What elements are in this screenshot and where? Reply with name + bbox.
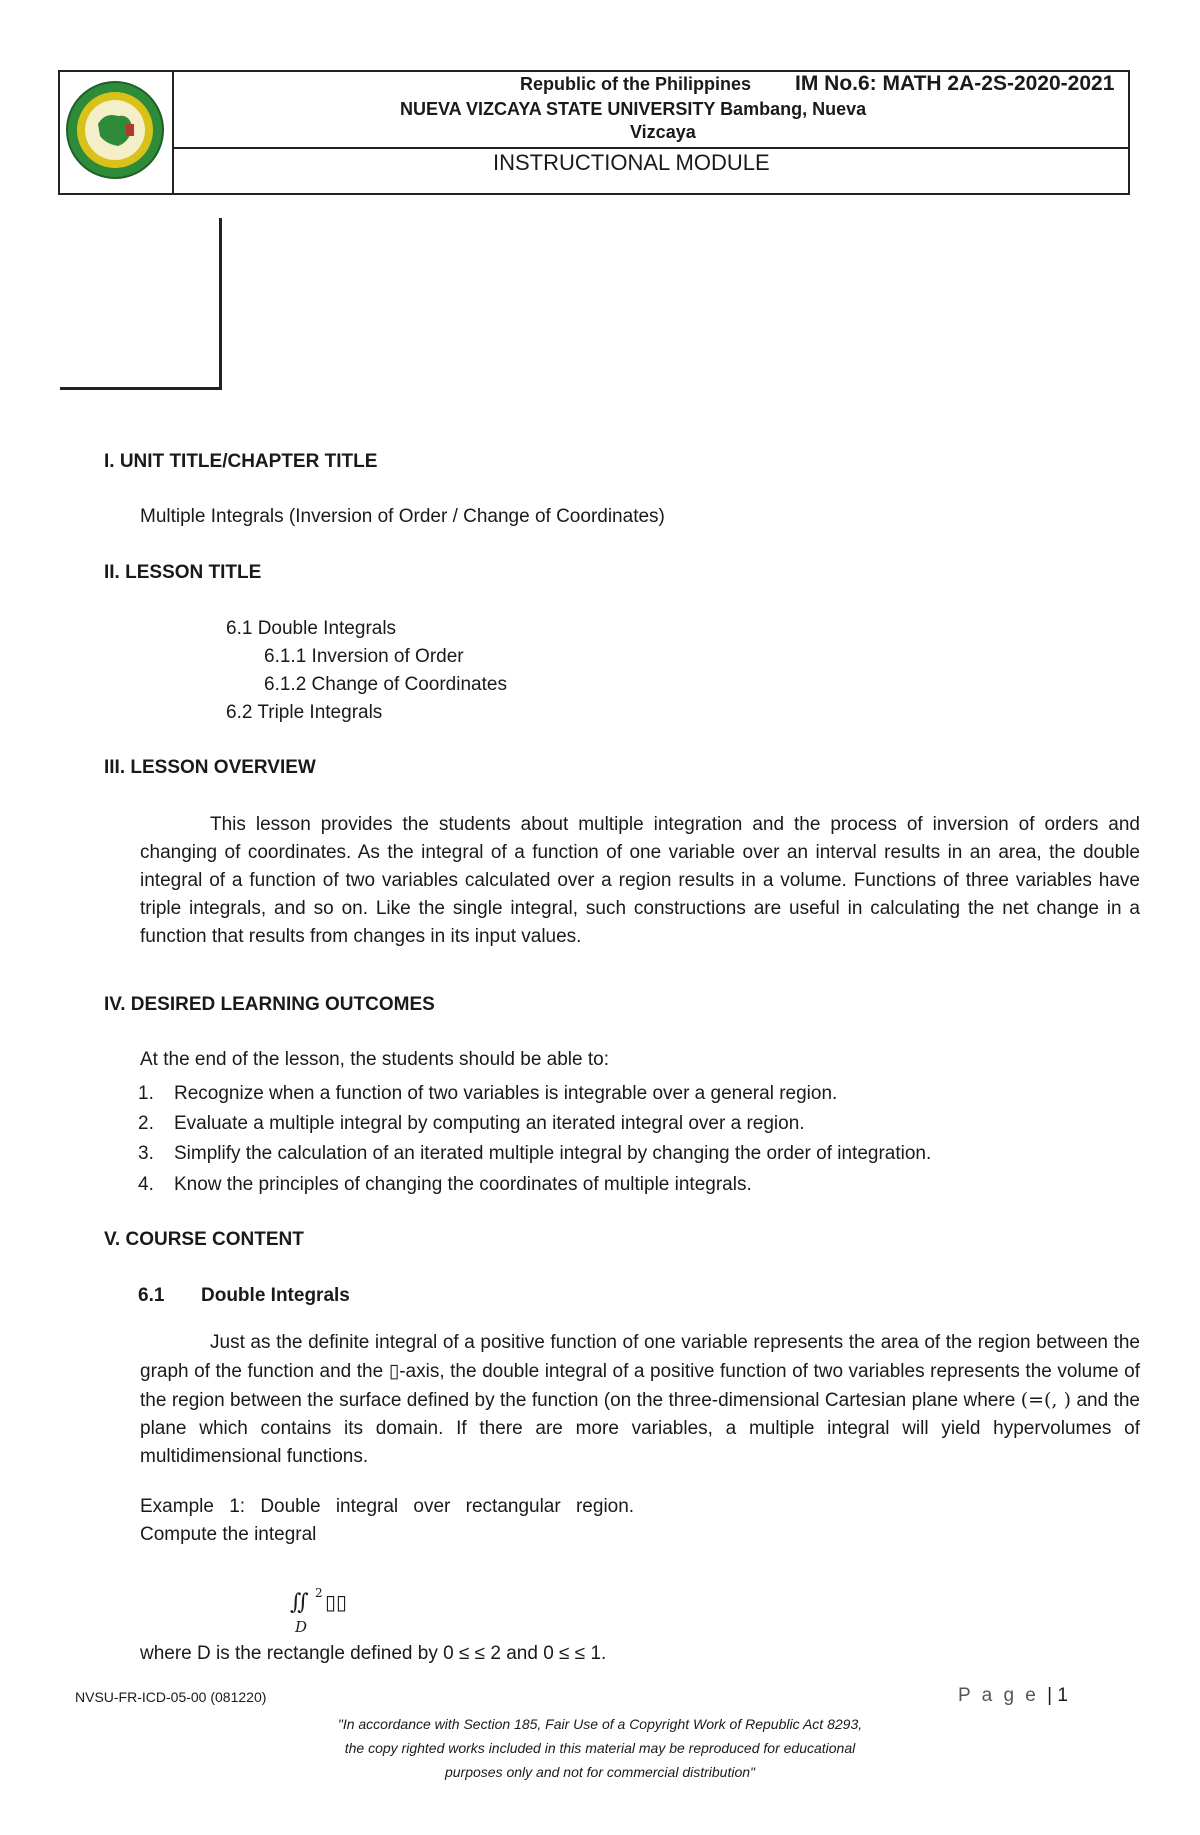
page-number: | 1: [1047, 1685, 1068, 1706]
outcome-item: Recognize when a function of two variables is integrable over a general region.: [174, 1083, 838, 1104]
lesson-item: 6.1.2 Change of Coordinates: [264, 674, 507, 695]
list-number: 2.: [138, 1113, 154, 1134]
double-integral-paragraph: [140, 1329, 1140, 1471]
double-integral-symbol: ∬: [290, 1590, 309, 1615]
outcome-item: Simplify the calculation of an iterated multiple integral by changing the order of integration.: [174, 1143, 932, 1164]
compute-line: Compute the integral: [140, 1524, 317, 1545]
integral-exponent: 2: [315, 1586, 323, 1600]
copyright-note: [250, 1712, 950, 1784]
outcome-item: Know the principles of changing the coordinates of multiple integrals.: [174, 1174, 752, 1195]
integral-domain: 𝐷: [295, 1618, 308, 1636]
republic-text: Republic of the Philippines: [520, 74, 752, 94]
paragraph-part: -axis, the double integral of a positive function of two variables represents the volume of the region between the surface defined by the function (on the three-dimensional Cartesian plane where: [140, 1361, 1141, 1411]
subsection-number: 6.1: [138, 1285, 165, 1306]
im-number: IM No.6: MATH 2A-2S-2020-2021: [795, 72, 1115, 95]
list-number: 3.: [138, 1143, 154, 1164]
integrand-placeholder: ▯▯: [325, 1590, 348, 1614]
variable-placeholder: ▯: [388, 1360, 400, 1382]
outcome-item: Evaluate a multiple integral by computing an iterated integral over a region.: [174, 1113, 805, 1134]
page-label: P a g e: [958, 1685, 1039, 1706]
university-name-cont: Vizcaya: [630, 122, 696, 142]
section-2-title: II. LESSON TITLE: [104, 562, 262, 583]
list-number: 1.: [138, 1083, 154, 1104]
header-divider: [174, 147, 1130, 149]
where-line: where D is the rectangle defined by 0 ≤ ≤ 2 and 0 ≤ ≤ 1.: [140, 1643, 607, 1664]
subsection-title: Double Integrals: [201, 1285, 350, 1306]
university-logo-icon: [60, 72, 170, 189]
list-number: 4.: [138, 1174, 154, 1195]
copyright-line: purposes only and not for commercial distribution": [444, 1764, 755, 1780]
university-name: NUEVA VIZCAYA STATE UNIVERSITY Bambang, Nueva: [400, 99, 867, 119]
example-line: Example 1: Double integral over rectangular region.: [140, 1496, 635, 1517]
corner-bracket: [60, 218, 222, 390]
section-4-title: IV. DESIRED LEARNING OUTCOMES: [104, 994, 435, 1015]
lesson-item: 6.2 Triple Integrals: [226, 702, 383, 723]
lesson-item: 6.1.1 Inversion of Order: [264, 646, 464, 667]
section-5-title: V. COURSE CONTENT: [104, 1229, 304, 1250]
outcomes-intro: At the end of the lesson, the students should be able to:: [140, 1049, 609, 1070]
paragraph-part: and the plane which contains its domain. If there are more variables, a multiple integral will yield hypervolumes of multidimensional functions.: [140, 1390, 1140, 1467]
copyright-line: "In accordance with Section 185, Fair Use of a Copyright Work of Republic Act 8293,: [337, 1716, 863, 1732]
equation-placeholder: (=(, ): [1020, 1389, 1072, 1411]
logo-cell: [60, 72, 174, 193]
section-1-title: I. UNIT TITLE/CHAPTER TITLE: [104, 451, 378, 472]
copyright-line: the copy righted works included in this material may be reproduced for educational: [344, 1740, 856, 1756]
unit-title: Multiple Integrals (Inversion of Order / Change of Coordinates): [140, 506, 665, 527]
paragraph-part: Just as the definite integral of a positive function of one variable represents the area of the region between the graph of the function and the: [140, 1332, 1140, 1382]
module-title: INSTRUCTIONAL MODULE: [493, 150, 770, 175]
page-indicator: [958, 1685, 1068, 1707]
section-3-title: III. LESSON OVERVIEW: [104, 757, 316, 778]
lesson-item: 6.1 Double Integrals: [226, 618, 397, 639]
lesson-overview: This lesson provides the students about multiple integration and the process of inversion of orders and changing of coordinates. As the integral of a function of one variable over an interval results in an area, the double integral of a function of two variables calculated over a region results in a volume. Functions of three variables have triple integrals, and so on. Like the single integral, such constructions are useful in calculating the net change in a function that results from changes in its input values.: [140, 814, 1140, 947]
form-code: NVSU-FR-ICD-05-00 (081220): [75, 1689, 267, 1705]
